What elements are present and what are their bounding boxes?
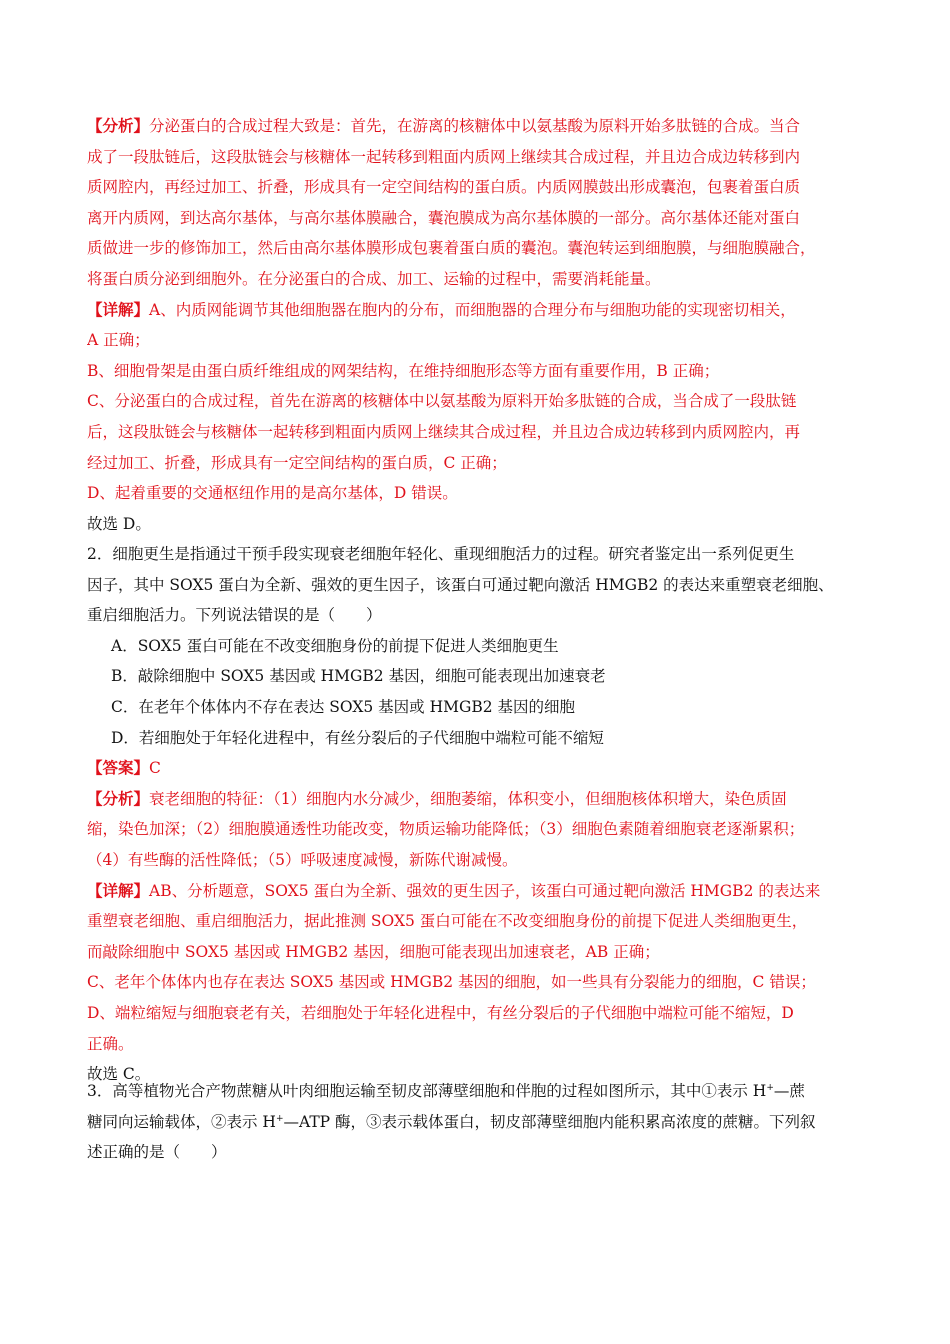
q1-detail-line-6: 经过加工、折叠，形成具有一定空间结构的蛋白质，C 正确； [87,453,507,472]
detail-tag: 【详解】 [87,299,150,319]
q1-analysis-line-4: 离开内质网，到达高尔基体，与高尔基体膜融合，囊泡膜成为高尔基体膜的一部分。高尔基体还能对蛋白 [87,208,801,227]
q3-stem-line-3: 述正确的是（ ） [87,1143,227,1162]
q2-analysis-line-2: 缩，染色加深；（2）细胞膜通透性功能改变，物质运输功能降低；（3）细胞色素随着细胞衰老逐渐累积； [87,820,805,839]
q2-option-d: D．若细胞处于年轻化进程中，有丝分裂后的子代细胞中端粒可能不缩短 [111,728,604,747]
q3-stem-line-2: 糖同向运输载体，②表示 H+—ATP 酶，③表示载体蛋白，韧皮部薄壁细胞内能积累高浓度的蔗糖。下列叙 [87,1112,816,1131]
q2-detail-line-2: 重塑衰老细胞、重启细胞活力，据此推测 SOX5 蛋白可能在不改变细胞身份的前提下促进人类细胞更生， [87,912,808,931]
q1-detail-line-5: 后，这段肽链会与核糖体一起转移到粗面内质网上继续其合成过程，并且边合成边转移到内质网腔内，再 [87,422,801,441]
q2-detail-line-5: D、端粒缩短与细胞衰老有关，若细胞处于年轻化进程中，有丝分裂后的子代细胞中端粒可能不缩短，D [87,1003,794,1022]
q1-explanation [87,111,867,539]
q2-analysis-line-1: 【分析】衰老细胞的特征：（1）细胞内水分减少，细胞萎缩，体积变小，但细胞核体积增大，染色质固 [87,788,787,808]
q2-detail-line-4: C、老年个体体内也存在表达 SOX5 基因或 HMGB2 基因的细胞，如一些具有分裂能力的细胞，C 错误； [87,973,816,992]
q3-stem-line-1: 3．高等植物光合产物蔗糖从叶肉细胞运输至韧皮部薄壁细胞和伴胞的过程如图所示，其中①表示 H+—蔗 [87,1082,805,1100]
analysis-tag: 【分析】 [87,116,150,135]
q2-option-b: B．敲除细胞中 SOX5 基因或 HMGB2 基因，细胞可能表现出加速衰老 [111,667,606,686]
q1-detail-line-3: B、细胞骨架是由蛋白质纤维组成的网架结构，在维持细胞形态等方面有重要作用，B 正确； [87,361,720,380]
answer-value: C [149,759,161,778]
q1-analysis-line-5: 质做进一步的修饰加工，然后由高尔基体膜形成包裹着蛋白质的囊泡。囊泡转运到细胞膜，与细胞膜融合， [87,239,816,258]
q2-detail-line-6: 正确。 [87,1034,134,1053]
q1-conclusion: 故选 D。 [87,514,151,533]
q2 [87,539,867,1090]
q1-detail-line-2: A 正确； [87,331,150,350]
q1-analysis-line-1: 【分析】分泌蛋白的合成过程大致是：首先，在游离的核糖体中以氨基酸为原料开始多肽链的合成。当合 [87,116,801,135]
q2-stem-line-1: 2．细胞更生是指通过干预手段实现衰老细胞年轻化、重现细胞活力的过程。研究者鉴定出一系列促更生 [87,545,795,563]
answer-tag: 【答案】 [87,758,150,778]
q1-analysis-line-3: 质网腔内，再经过加工、折叠，形成具有一定空间结构的蛋白质。内质网膜鼓出形成囊泡，包裹着蛋白质 [87,178,801,197]
detail-tag: 【详解】 [87,880,150,900]
q1-detail-line-7: D、起着重要的交通枢纽作用的是高尔基体，D 错误。 [87,484,458,503]
q2-detail-line-1: 【详解】AB、分析题意，SOX5 蛋白为全新、强效的更生因子，该蛋白可通过靶向激活 HMGB2 的表达来 [87,880,821,900]
q2-conclusion: 故选 C。 [87,1065,151,1084]
q2-stem-line-2: 因子，其中 SOX5 蛋白为全新、强效的更生因子，该蛋白可通过靶向激活 HMGB2 的表达来重塑衰老细胞、 [87,575,834,594]
q2-stem-line-3: 重启细胞活力。下列说法错误的是（ ） [87,606,382,625]
q1-analysis-line-2: 成了一段肽链后，这段肽链会与核糖体一起转移到粗面内质网上继续其合成过程，并且边合成边转移到内 [87,147,801,166]
q2-detail-line-3: 而敲除细胞中 SOX5 基因或 HMGB2 基因，细胞可能表现出加速衰老，AB 正确； [87,942,660,961]
q1-detail-line-1: 【详解】A、内质网能调节其他细胞器在胞内的分布，而细胞器的合理分布与细胞功能的实现密切相关， [87,299,796,319]
analysis-tag: 【分析】 [87,788,150,808]
q1-detail-line-4: C、分泌蛋白的合成过程，首先在游离的核糖体中以氨基酸为原料开始多肽链的合成，当合成了一段肽链 [87,392,797,411]
q2-answer [87,753,867,784]
q1-analysis-line-6: 将蛋白质分泌到细胞外。在分泌蛋白的合成、加工、运输的过程中，需要消耗能量。 [87,269,661,288]
q3 [87,1076,867,1168]
q2-analysis-line-3: （4）有些酶的活性降低；（5）呼吸速度减慢，新陈代谢减慢。 [87,850,518,869]
q2-option-c: C．在老年个体体内不存在表达 SOX5 基因或 HMGB2 基因的细胞 [111,697,576,716]
q2-option-a: A．SOX5 蛋白可能在不改变细胞身份的前提下促进人类细胞更生 [111,636,559,655]
